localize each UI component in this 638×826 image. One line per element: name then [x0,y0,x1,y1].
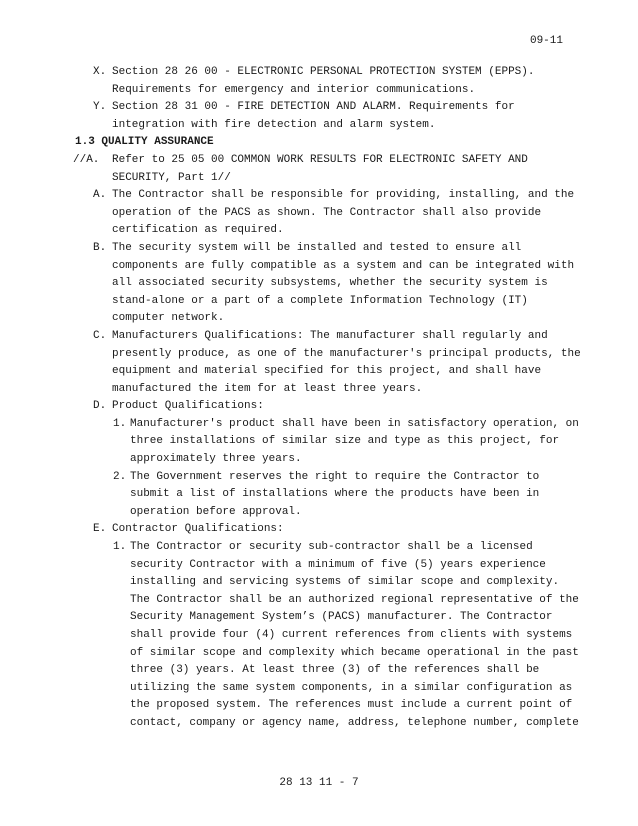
item-line: operation of the PACS as shown. The Contractor shall also provide [112,206,542,219]
list-item [93,328,638,398]
sub-list-item [113,416,638,469]
item-line: approximately three years. [130,453,302,466]
page-footer-number: 28 13 11 - 7 [279,777,359,789]
item-line: certification as required. [112,224,284,237]
item-line: components are fully compatible as a system and can be integrated with [112,259,575,272]
list-item [73,152,638,187]
item-line: Section 28 31 00 - FIRE DETECTION AND ALARM. Requirements for [112,101,515,114]
item-line: Manufacturer's product shall have been in satisfactory operation, on [130,417,579,430]
document-body [0,64,638,733]
list-item [93,99,638,134]
item-line: all associated security subsystems, whether the security system is [112,277,548,290]
page-header-ref: 09-11 [529,35,563,47]
item-line: operation before approval. [130,505,302,518]
item-line: SECURITY, Part 1// [112,171,231,184]
section-heading: 1.3 QUALITY ASSURANCE [75,136,214,149]
item-label: D. [93,400,107,413]
item-line: utilizing the same system components, in a similar configuration as [130,681,573,694]
item-line: The Government reserves the right to require the Contractor to [130,470,540,483]
item-line: Requirements for emergency and interior communications. [112,83,476,96]
item-label: E. [93,523,107,536]
item-line: shall provide four (4) current references from clients with systems [130,629,573,641]
item-line: the proposed system. The references must include a current point of [130,699,573,712]
list-item [93,521,638,539]
sub-list-item [113,539,638,733]
item-line: Manufacturers Qualifications: The manufacturer shall regularly and [112,329,548,342]
list-item [93,240,638,328]
item-label: B. [93,241,107,254]
item-label: 2. [113,470,127,483]
item-label: 1. [113,417,127,430]
item-line: Product Qualifications: [112,400,264,413]
item-line: equipment and material specified for this project, and shall have [112,365,542,378]
item-label: C. [93,329,107,342]
item-line: security Contractor with a minimum of five (5) years experience [130,558,546,571]
item-line: of similar scope and complexity which became operational in the past [130,646,579,659]
item-line: integration with fire detection and alarm system. [112,118,436,131]
item-line: submit a list of installations where the products have been in [130,488,540,501]
list-item [93,398,638,416]
item-line: stand-alone or a part of a complete Information Technology (IT) [112,294,528,307]
item-line: presently produce, as one of the manufacturer's principal products, the [112,347,581,360]
item-line: The Contractor shall be responsible for providing, installing, and the [112,189,575,202]
item-line: Contractor Qualifications: [112,523,284,536]
item-label: 1. [113,541,127,554]
list-item [93,187,638,240]
item-label: A. [93,189,107,202]
item-line: Refer to 25 05 00 COMMON WORK RESULTS FOR ELECTRONIC SAFETY AND [112,153,528,166]
item-line: three (3) years. At least three (3) of the references shall be [130,664,540,677]
item-line: contact, company or agency name, address, telephone number, complete [130,716,579,729]
item-label: X. [93,66,107,78]
item-line: computer network. [112,312,225,325]
item-line: The Contractor shall be an authorized regional representative of the [130,593,579,606]
item-label: //A. [73,153,100,166]
item-line: The Contractor or security sub-contractor shall be a licensed [130,541,533,554]
sub-list-item [113,469,638,522]
item-line: The security system will be installed and tested to ensure all [112,241,522,254]
item-line: three installations of similar size and type as this project, for [130,435,560,448]
item-label: Y. [93,101,107,114]
list-item [93,64,638,99]
item-line: Section 28 26 00 - ELECTRONIC PERSONAL PROTECTION SYSTEM (EPPS). [112,66,535,78]
item-line: installing and servicing systems of similar scope and complexity. [130,576,560,589]
item-line: Security Management System’s (PACS) manufacturer. The Contractor [130,611,553,624]
item-line: manufactured the item for at least three years. [112,382,423,395]
